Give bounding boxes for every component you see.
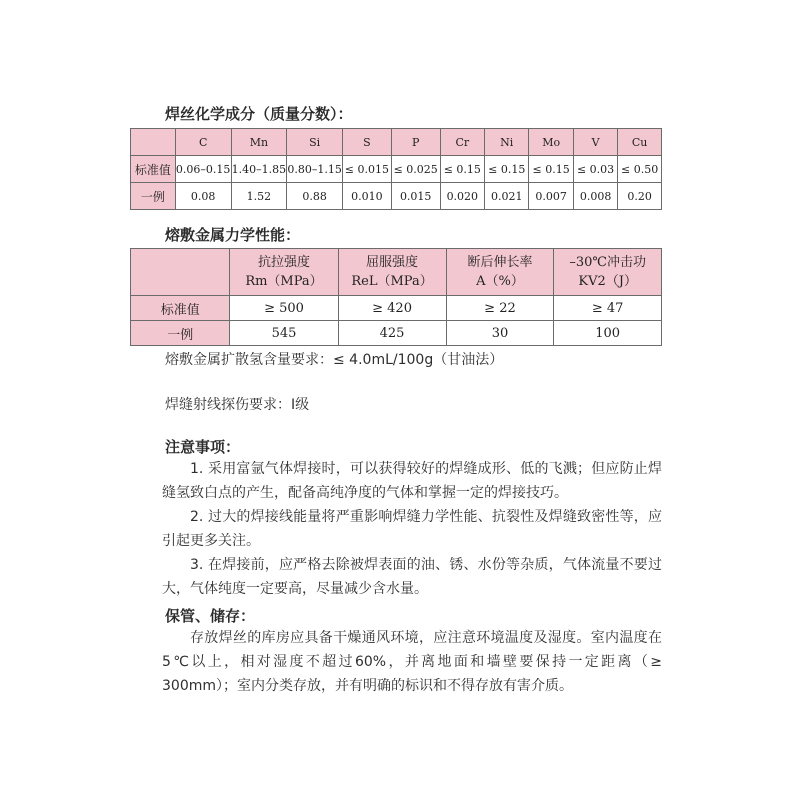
table-cell: ≥ 420 — [338, 296, 446, 321]
header-cell — [230, 249, 338, 296]
table-cell: 0.021 — [485, 183, 529, 210]
table-cell: ≤ 0.15 — [440, 156, 484, 183]
header-cell — [131, 129, 176, 156]
storage-text: 存放焊丝的库房应具备干燥通风环境，应注意环境温度及湿度。室内温度在5℃以上，相对湿度不超过60%，并离地面和墙壁要保持一定距离（≥ 300mm）；室内分类存放，并有明确的标识和不得存放有害介质。 — [162, 630, 662, 694]
note-item: 3. 在焊接前，应严格去除被焊表面的油、锈、水份等杂质，气体流量不要过大，气体纯度一定要高，尽量减少含水量。 — [162, 557, 662, 597]
table-cell: ≤ 0.03 — [573, 156, 617, 183]
table-cell: 100 — [554, 321, 662, 346]
table-cell: 30 — [446, 321, 554, 346]
header-cell — [554, 249, 662, 296]
table-cell: 0.08 — [175, 183, 231, 210]
table-cell: ≥ 500 — [230, 296, 338, 321]
radiography-requirement: 焊缝射线探伤要求：Ⅰ级 — [165, 397, 310, 413]
table-cell: ≤ 0.50 — [618, 156, 662, 183]
table-cell: 0.20 — [618, 183, 662, 210]
header-cell: Mn — [231, 129, 287, 156]
table-cell: 0.06–0.15 — [175, 156, 231, 183]
table-cell: 0.007 — [529, 183, 573, 210]
chemical-composition-table — [130, 128, 662, 210]
row-label: 标准值 — [131, 296, 230, 321]
header-line: –30℃冲击功 — [569, 255, 646, 270]
table-cell: ≥ 47 — [554, 296, 662, 321]
header-line: ReL（MPa） — [351, 274, 433, 289]
header-cell — [338, 249, 446, 296]
row-label: 一例 — [131, 321, 230, 346]
header-cell: Cr — [440, 129, 484, 156]
table-cell: 0.020 — [440, 183, 484, 210]
table-row — [131, 296, 662, 321]
mechanical-properties-title: 熔敷金属力学性能： — [165, 226, 301, 244]
header-cell: Cu — [618, 129, 662, 156]
row-label: 标准值 — [131, 156, 176, 183]
table-cell: ≤ 0.015 — [342, 156, 391, 183]
table-cell: ≤ 0.15 — [485, 156, 529, 183]
table-cell: 1.52 — [231, 183, 287, 210]
table-cell: 1.40–1.85 — [231, 156, 287, 183]
table-row — [131, 321, 662, 346]
table-cell: ≤ 0.025 — [391, 156, 440, 183]
header-line: 断后伸长率 — [467, 255, 533, 270]
header-line: A（%） — [476, 274, 524, 289]
table-row — [131, 156, 662, 183]
header-cell: Si — [287, 129, 343, 156]
header-line: KV2（J） — [578, 274, 637, 289]
header-cell: S — [342, 129, 391, 156]
table-cell: 0.88 — [287, 183, 343, 210]
header-cell-empty — [131, 249, 230, 296]
table-cell: 0.008 — [573, 183, 617, 210]
table-header-row — [131, 129, 662, 156]
chemical-composition-title: 焊丝化学成分（质量分数）： — [165, 105, 353, 123]
table-header-row — [131, 249, 662, 296]
header-cell: V — [573, 129, 617, 156]
note-item: 1. 采用富氩气体焊接时，可以获得较好的焊缝成形、低的飞溅；但应防止焊缝氢致白点的产生，配备高纯净度的气体和掌握一定的焊接技巧。 — [162, 461, 662, 501]
notes-title: 注意事项： — [165, 438, 241, 456]
table-cell: ≥ 22 — [446, 296, 554, 321]
header-line: 屈服强度 — [366, 255, 419, 270]
header-cell: Ni — [485, 129, 529, 156]
header-cell: P — [391, 129, 440, 156]
header-line: Rm（MPa） — [245, 274, 323, 289]
header-cell: C — [175, 129, 231, 156]
table-cell: 0.015 — [391, 183, 440, 210]
table-cell: 545 — [230, 321, 338, 346]
mechanical-properties-table — [130, 248, 662, 346]
header-cell: Mo — [529, 129, 573, 156]
header-cell — [446, 249, 554, 296]
table-cell: ≤ 0.15 — [529, 156, 573, 183]
row-label: 一例 — [131, 183, 176, 210]
table-cell: 425 — [338, 321, 446, 346]
table-cell: 0.010 — [342, 183, 391, 210]
hydrogen-requirement: 熔敷金属扩散氢含量要求：≤ 4.0mL/100g（甘油法） — [165, 352, 504, 368]
storage-title: 保管、储存： — [165, 607, 256, 625]
table-cell: 0.80–1.15 — [287, 156, 343, 183]
table-row — [131, 183, 662, 210]
note-item: 2. 过大的焊接线能量将严重影响焊缝力学性能、抗裂性及焊缝致密性等，应引起更多关注。 — [162, 509, 662, 549]
header-line: 抗拉强度 — [257, 255, 310, 270]
